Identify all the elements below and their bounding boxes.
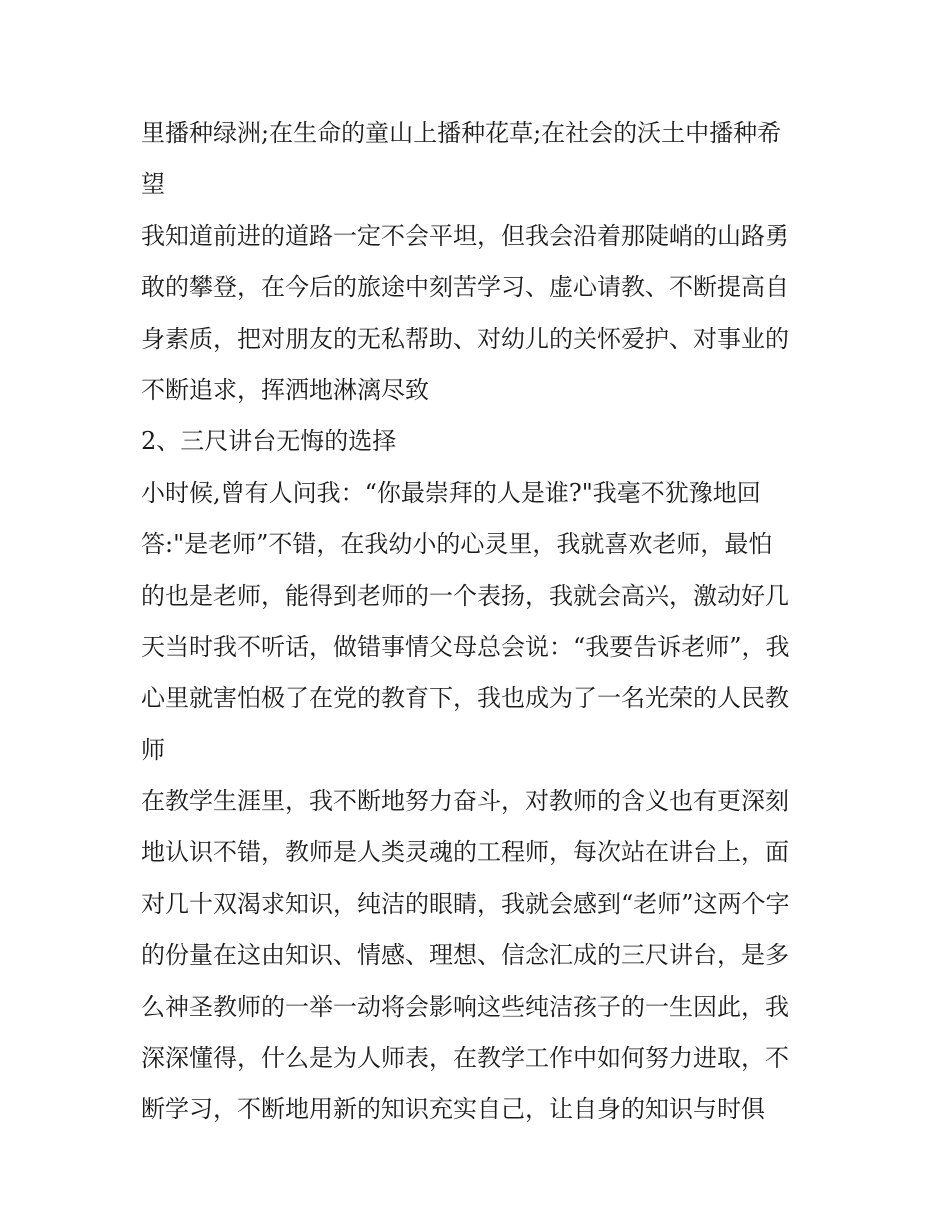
text-line: 在教学生涯里，我不断地努力奋斗，对教师的含义也有更深刻 [141,787,789,816]
text-line: 我知道前进的道路一定不会平坦，但我会沿着那陡峭的山路勇 [141,221,789,250]
text-line: 断学习，不断地用新的知识充实自己，让自身的知识与时俱 [141,1095,765,1124]
text-line: 不断追求，挥洒地淋漓尽致 [141,375,429,404]
text-line: 的份量在这由知识、情感、理想、信念汇成的三尺讲台，是多 [141,941,789,970]
text-line: 身素质，把对朋友的无私帮助、对幼儿的关怀爱护、对事业的 [141,324,789,353]
text-line: 里播种绿洲;在生命的童山上播种花草;在社会的沃土中播种希 [141,119,782,147]
text-line: 小时候,曾有人问我：“你最崇拜的人是谁?"我毫不犹豫地回 [141,478,761,507]
text-line: 敢的攀登，在今后的旅途中刻苦学习、虚心请教、不断提高自 [141,273,789,302]
text-line: 对几十双渴求知识，纯洁的眼睛，我就会感到“老师”这两个字 [141,889,790,918]
text-line: 心里就害怕极了在党的教育下，我也成为了一名光荣的人民教 [141,684,789,713]
text-line: 师 [141,735,165,764]
text-line: 的也是老师，能得到老师的一个表扬，我就会高兴，激动好几 [141,581,789,610]
text-line: 答:"是老师”不错，在我幼小的心灵里，我就喜欢老师，最怕 [141,530,773,559]
text-line: 望 [141,170,165,199]
body-text [141,108,831,1136]
text-line: 地认识不错，教师是人类灵魂的工程师，每次站在讲台上，面 [141,838,789,867]
text-line: 深深懂得，什么是为人师表，在教学工作中如何努力进取，不 [141,1044,789,1073]
section-heading: 2、三尺讲台无悔的选择 [141,427,397,456]
text-line: 么神圣教师的一举一动将会影响这些纯洁孩子的一生因此，我 [141,992,789,1021]
text-line: 天当时我不听话，做错事情父母总会说：“我要告诉老师”，我 [141,632,790,661]
